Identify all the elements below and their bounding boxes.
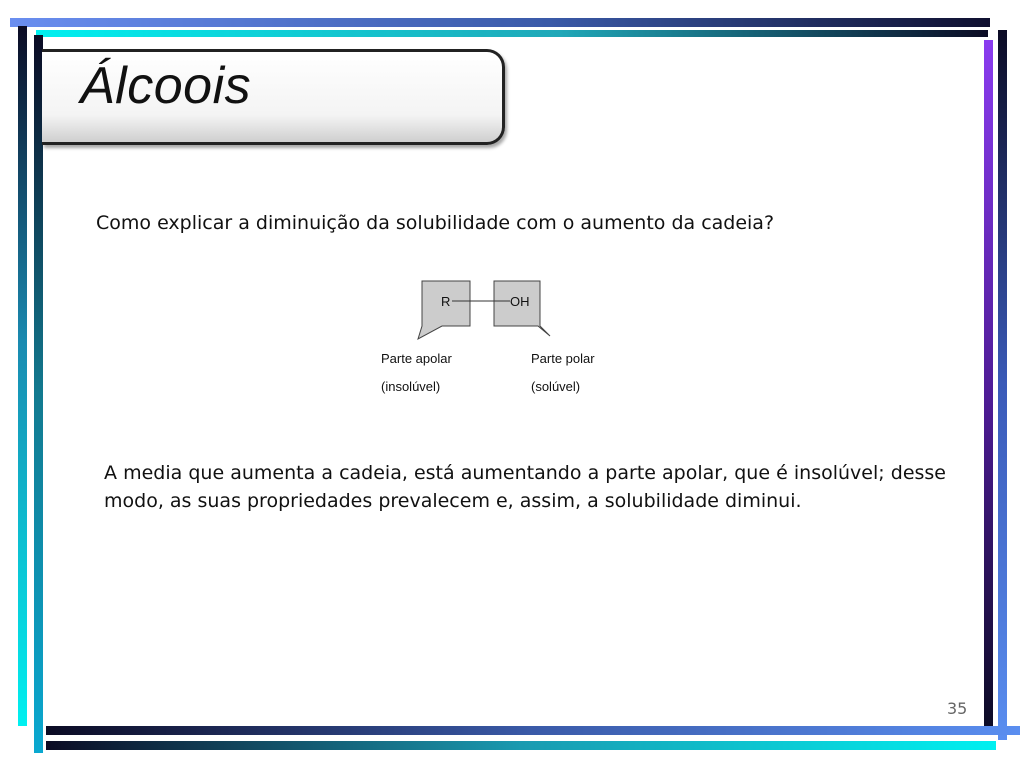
polar-label: Parte polar [531,351,595,366]
apolar-label: Parte apolar [381,351,452,366]
top-cyan-bar [36,30,988,37]
oh-label: OH [510,294,530,309]
bottom-gradient-bar [46,726,1020,735]
question-text: Como explicar a diminuição da solubilidade com o aumento da cadeia? [96,212,775,234]
polar-sublabel: (solúvel) [531,379,581,394]
top-gradient-bar [10,18,990,27]
page-number: 35 [947,699,968,718]
explanation-paragraph: A media que aumenta a cadeia, está aumentando a parte apolar, que é insolúvel; desse modo, as suas propriedades prevalecem e, assim, a solubilidade diminui. [104,462,946,512]
left-outer-bar [18,26,27,726]
slide-title: Álcoois [80,57,252,115]
right-inner-bar [984,40,993,730]
bottom-cyan-bar [46,741,996,750]
r-oh-diagram [400,276,560,346]
right-outer-bar [998,30,1007,740]
r-label: R [441,294,451,309]
apolar-sublabel: (insolúvel) [381,379,441,394]
left-callout-box [418,281,470,339]
